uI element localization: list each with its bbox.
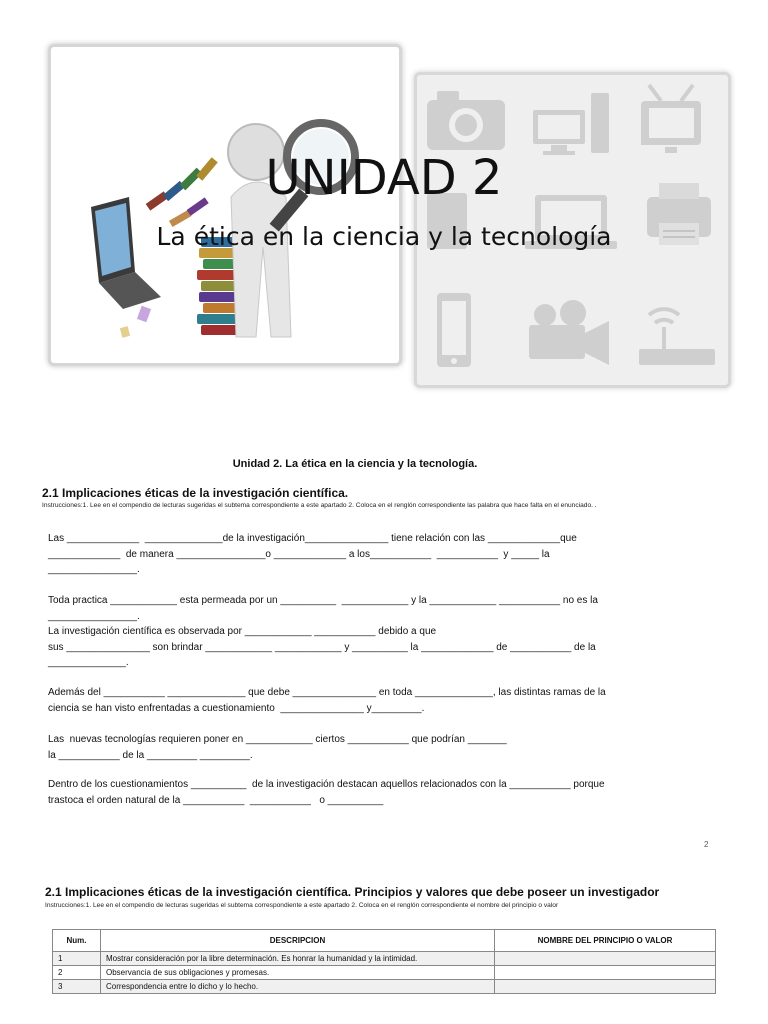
row-answer-cell[interactable] <box>495 980 716 994</box>
section1-heading: 2.1 Implicaciones éticas de la investigación científica. <box>42 486 349 500</box>
table-header-row <box>53 930 716 952</box>
tv-icon <box>641 85 701 153</box>
fill-in-paragraph-2[interactable]: Toda practica ____________ esta permeada por un __________ ____________ y la ____________ ___________ no es la ________________. <box>48 595 598 622</box>
camera-icon <box>427 91 505 150</box>
table-row <box>53 952 716 966</box>
cover-subtitle: La ética en la ciencia y la tecnología <box>156 222 612 251</box>
cover-title: UNIDAD 2 <box>265 150 503 206</box>
router-icon <box>639 309 715 365</box>
row-answer-cell[interactable] <box>495 966 716 980</box>
fill-in-paragraph-6[interactable]: Dentro de los cuestionamientos __________ de la investigación destacan aquellos relacionados con la ___________ porque trastoca el orden natural de la ___________ ___________ o __________ <box>48 779 605 806</box>
fill-in-paragraph-1[interactable]: Las _____________ ______________de la investigación_______________ tiene relación con las _____________que _____________ de manera ________________o _____________ a los___________ ___________ y _____ la ________________. <box>48 533 577 575</box>
page-number: 2 <box>704 840 709 849</box>
row-description: Observancia de sus obligaciones y promesas. <box>101 966 495 980</box>
table-row <box>53 966 716 980</box>
video-camera-icon <box>529 300 609 365</box>
table-row <box>53 980 716 994</box>
fill-in-paragraph-3[interactable]: La investigación científica es observada por ____________ ___________ debido a que sus _______________ son brindar ____________ ____________ y __________ la _____________ de ___________ de la ______________. <box>48 626 596 668</box>
section1-instructions: Instrucciones:1. Lee en el compendio de lecturas sugeridas el subtema correspondiente a este apartado 2. Coloca en el renglón correspondiente las palabra que hace falta en el enunciado. . <box>42 502 597 509</box>
row-description: Mostrar consideración por la libre determinación. Es honrar la humanidad y la intimidad. <box>101 952 495 966</box>
row-num: 2 <box>53 966 101 980</box>
principles-table <box>52 929 716 994</box>
section2-heading: 2.1 Implicaciones éticas de la investigación científica. Principios y valores que debe poseer un investigador <box>45 885 660 899</box>
row-description: Correspondencia entre lo dicho y lo hecho. <box>101 980 495 994</box>
desktop-icon <box>533 93 609 155</box>
phone-icon <box>437 293 471 367</box>
document-title: Unidad 2. La ética en la ciencia y la tecnología. <box>232 458 478 470</box>
row-num: 1 <box>53 952 101 966</box>
fill-in-paragraph-5[interactable]: Las nuevas tecnologías requieren poner en ____________ ciertos ___________ que podrían _______ la ___________ de la _________ _________. <box>48 734 507 761</box>
header-nombre-principio: NOMBRE DEL PRINCIPIO O VALOR <box>495 930 716 952</box>
laptop-icon <box>91 197 161 309</box>
fill-in-paragraph-4[interactable]: Además del ___________ ______________ que debe _______________ en toda ______________, las distintas ramas de la ciencia se han visto enfrentadas a cuestionamiento _______________ y_________. <box>48 687 606 714</box>
header-num: Num. <box>53 930 101 952</box>
section2-instructions: Instrucciones:1. Lee en el compendio de lecturas sugeridas el subtema correspondiente a este apartado 2. Coloca en el renglón correspondiente el nombre del principio o valor <box>45 902 559 909</box>
row-num: 3 <box>53 980 101 994</box>
row-answer-cell[interactable] <box>495 952 716 966</box>
header-descripcion: DESCRIPCION <box>101 930 495 952</box>
